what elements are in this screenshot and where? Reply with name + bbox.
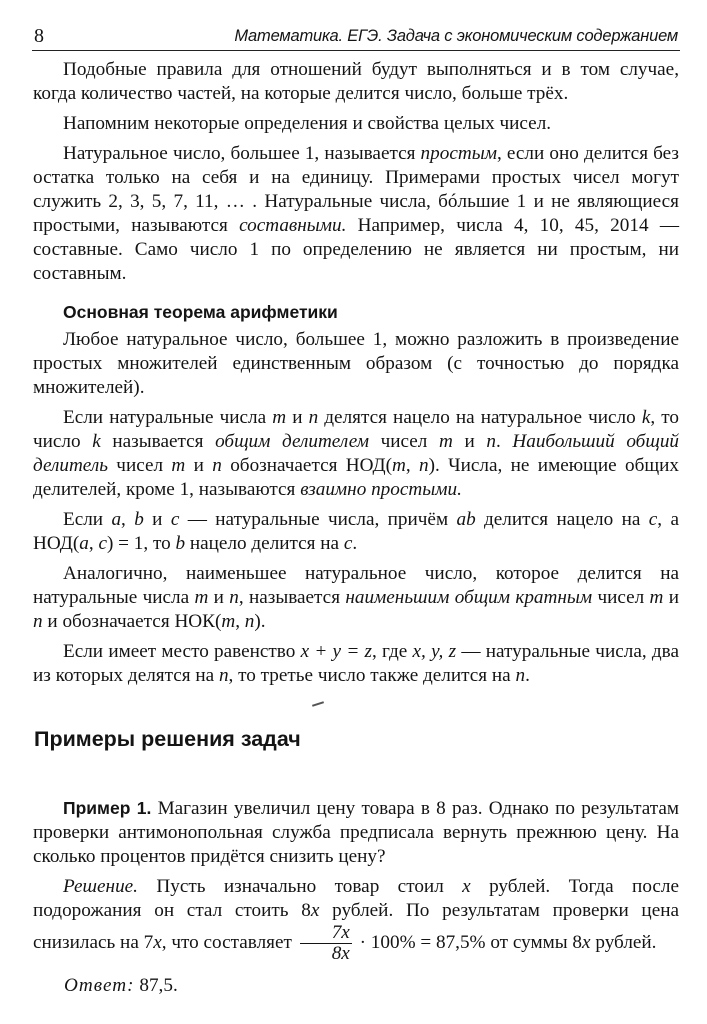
example-1 (33, 796, 679, 970)
term-prime: простым (420, 143, 497, 164)
math-var: n (33, 611, 43, 632)
text: — натуральные числа, два из которых делятся на (33, 641, 679, 686)
text: Если натуральные числа (63, 407, 273, 428)
term-coprime: взаимно простыми. (300, 479, 462, 500)
text: делятся нацело на натуральное число (318, 407, 642, 428)
text: и (185, 455, 213, 476)
text: — натуральные числа, причём (179, 509, 457, 530)
text: ). (254, 611, 266, 632)
math-var: k (641, 407, 651, 428)
math-var: n (212, 455, 222, 476)
math-var: c (170, 509, 180, 530)
text: ) = 1, то (106, 533, 176, 554)
answer-value: 87,5. (134, 975, 178, 996)
math-var: n (308, 407, 319, 428)
text: , (88, 533, 99, 554)
math-var: x (462, 876, 471, 897)
text: , а НОД( (33, 509, 679, 554)
text: , где (372, 641, 413, 662)
text: , (235, 611, 245, 632)
math-var: x (153, 931, 162, 953)
text: . (495, 431, 513, 452)
math-var: c (648, 509, 658, 530)
paragraph-divisibility (33, 508, 679, 556)
text: чисел (592, 587, 650, 608)
math-var: m (194, 587, 209, 608)
math-var: m (439, 431, 453, 452)
math-var: m (171, 455, 186, 476)
math-var: n (218, 665, 229, 686)
paragraph-sum-divisibility (33, 640, 679, 688)
text: чисел (107, 455, 172, 476)
text: рублей. Тогда после подорожания он стал стоить 8 (33, 876, 679, 921)
term-lcm: наименьшим общим кратным (345, 587, 593, 608)
math-var: x, y, z (412, 641, 457, 662)
math-var: m (392, 455, 406, 476)
fraction (300, 923, 352, 964)
text: . (525, 665, 530, 686)
text: называется (100, 431, 216, 452)
text: , если оно делится без остатка только на себя и на единицу. Примерами простых чисел могут служить 2, 3, 5, 7, 11, … . Натуральные числа, бóльшие 1 и не являющиеся простыми, называются (33, 143, 679, 236)
solution-label: Решение. (63, 876, 138, 897)
page-header (32, 22, 680, 51)
stray-mark (312, 701, 324, 707)
math-var: n (419, 455, 429, 476)
text: и (208, 587, 230, 608)
math-var: c (343, 533, 353, 554)
paragraph-gcd (33, 406, 679, 502)
text: Магазин увеличил цену товара в 8 раз. Однако по результатам проверки антимонопольная служба предписала вернуть прежнюю цену. На сколько процентов придётся снизить цену? (33, 798, 679, 867)
term-composite: составными. (239, 215, 347, 236)
text: и (452, 431, 487, 452)
math-var: m (221, 611, 236, 632)
text: рублей. По результатам проверки цена снизилась на 7 (33, 900, 680, 953)
math-var: m (272, 407, 287, 428)
math-var: n (486, 431, 496, 452)
paragraph-reminder: Напомним некоторые определения и свойства целых чисел. (63, 113, 552, 134)
text: и (143, 509, 171, 530)
text: . (352, 533, 358, 554)
text: чисел (368, 431, 439, 452)
answer (64, 975, 178, 997)
text: Если имеет место равенство (63, 641, 301, 662)
text: · 100% = 87,5% от суммы 8 (354, 931, 583, 953)
running-title: Математика. ЕГЭ. Задача с экономическим содержанием (234, 27, 678, 45)
text: ). Числа, не имеющие общих делителей, кроме 1, называются (33, 455, 679, 500)
text: и обозначается НОК( (42, 611, 222, 632)
section-heading: Примеры решения задач (34, 727, 301, 751)
text: нацело делится на (185, 533, 344, 554)
math-var: k (92, 431, 101, 452)
answer-label: Ответ: (64, 975, 135, 996)
text: , называется (238, 587, 346, 608)
page-number: 8 (34, 25, 44, 47)
text: и (286, 407, 309, 428)
math-var: m (649, 587, 664, 608)
text: Натуральное число, большее 1, называется (63, 143, 421, 164)
text: рублей. (590, 931, 657, 953)
term-common-divisor: общим делителем (215, 431, 369, 452)
math-var: c (98, 533, 107, 554)
math-var: b (175, 533, 186, 554)
fraction-denominator: 8x (331, 943, 350, 964)
example-statement (33, 796, 679, 869)
math-var: ab (456, 509, 476, 530)
term-gcd: Наибольший общий делитель (33, 431, 680, 476)
theorem-heading: Основная теорема арифметики (63, 302, 338, 322)
example-label: Пример 1. (63, 798, 152, 818)
text: Аналогично, наименьшее натуральное число, которое делится на натуральные числа (33, 563, 679, 608)
math-var: x (582, 931, 591, 953)
math-var: a (111, 509, 122, 530)
text: и (663, 587, 679, 608)
fraction-numerator: 7x (300, 923, 352, 944)
paragraph-ratios: Подобные правила для отношений будут выполняться и в том случае, когда количество частей, на которые делится число, больше трёх. (33, 59, 679, 104)
text: обозначается НОД( (221, 455, 392, 476)
math-var: n (244, 611, 255, 632)
math-var: n (229, 587, 239, 608)
main-text (33, 58, 679, 694)
paragraph-lcm (33, 562, 679, 634)
example-solution (33, 875, 679, 964)
text: Пусть изначально товар стоил (137, 876, 463, 897)
text: , (405, 455, 420, 476)
math-var: b (134, 509, 144, 530)
math-var: a (79, 533, 89, 554)
text: , что составляет (161, 931, 297, 953)
text: Если (63, 509, 112, 530)
math-var: x (310, 900, 320, 921)
text: Например, числа 4, 10, 45, 2014 — составные. Само число 1 по определению не является ни простым, ни составным. (33, 215, 680, 284)
math-var: n (515, 665, 526, 686)
text: , (121, 509, 135, 530)
text: , то третье число также делится на (228, 665, 516, 686)
theorem-text: Любое натуральное число, большее 1, можно разложить в произведение простых множителей единственным образом (с точностью до порядка множителей). (33, 329, 679, 398)
math-equation: x + y = z (300, 641, 372, 662)
text: делится нацело на (475, 509, 649, 530)
paragraph-primes (33, 142, 679, 286)
text: , то число (33, 407, 680, 452)
